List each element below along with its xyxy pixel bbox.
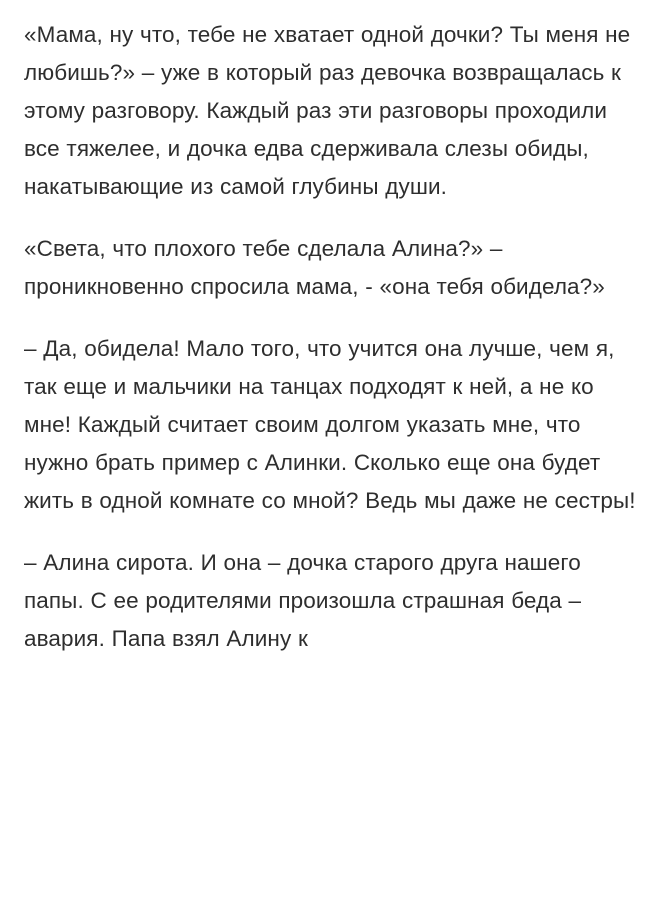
paragraph-2: «Света, что плохого тебе сделала Алина?» – проникновенно спросила мама, - «она тебя обидела?» bbox=[24, 236, 605, 299]
paragraph-4: – Алина сирота. И она – дочка старого друга нашего папы. С ее родителями произошла страшная беда – авария. Папа взял Алину к bbox=[24, 550, 582, 651]
paragraph-3: – Да, обидела! Мало того, что учится она лучше, чем я, так еще и мальчики на танцах подходят к ней, а не ко мне! Каждый считает своим долгом указать мне, что нужно брать пример с Алинки. Сколько еще она будет жить в одной комнате со мной? Ведь мы даже не сестры! bbox=[24, 336, 636, 513]
paragraph-1: «Мама, ну что, тебе не хватает одной дочки? Ты меня не любишь?» – уже в который раз девочка возвращалась к этому разговору. Каждый раз эти разговоры проходили все тяжелее, и дочка едва сдерживала слезы обиды, накатывающие из самой глубины души. bbox=[24, 22, 631, 199]
